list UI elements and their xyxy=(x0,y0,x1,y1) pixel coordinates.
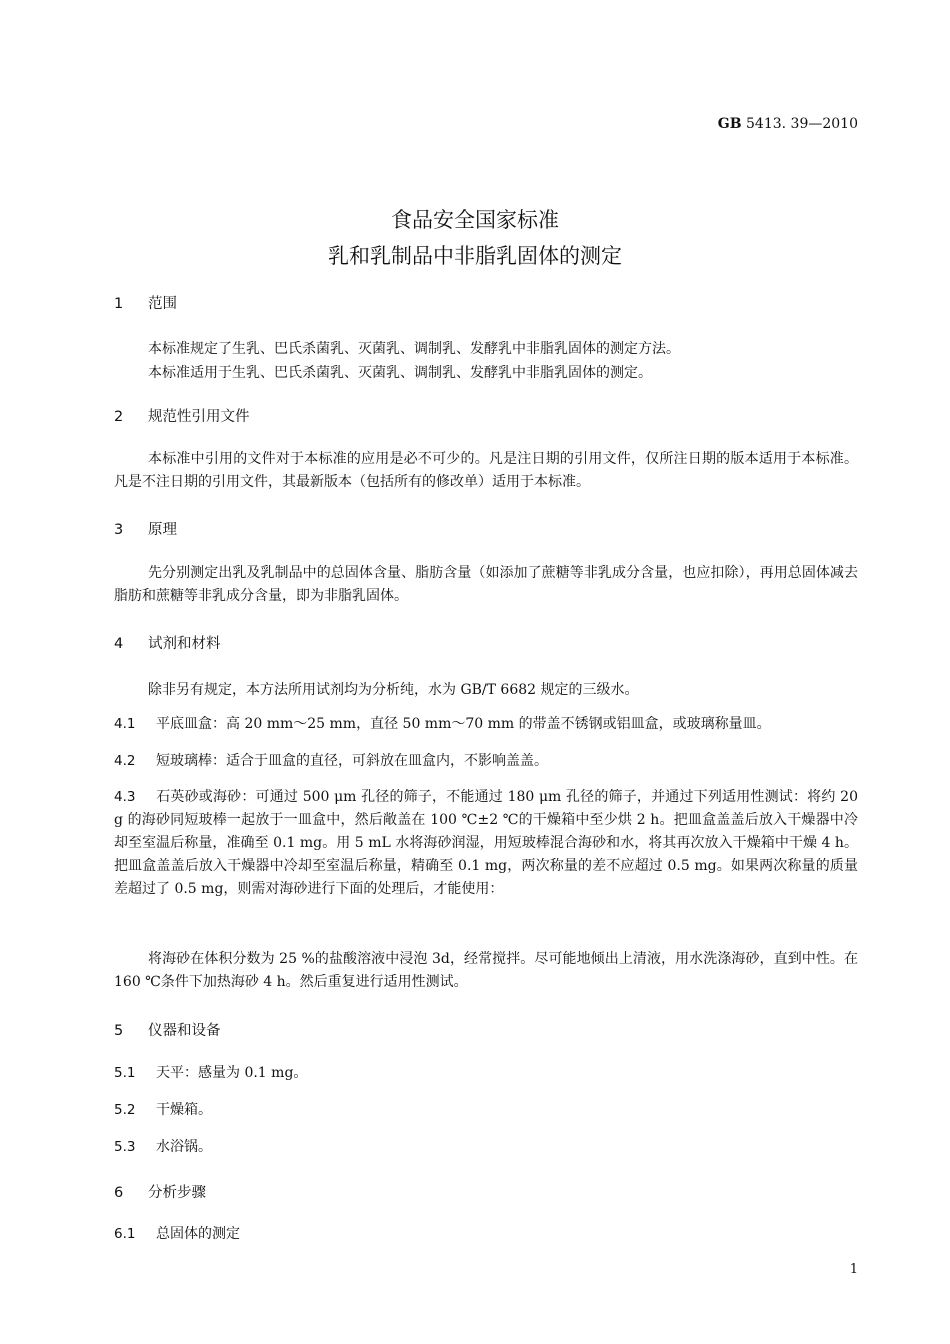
clause-text: 平底皿盒：高 20 mm～25 mm，直径 50 mm～70 mm 的带盖不锈钢或铝皿盒，或玻璃称量皿。 xyxy=(156,716,771,732)
reagents-intro: 除非另有规定，本方法所用试剂均为分析纯，水为 GB/T 6682 规定的三级水。 xyxy=(148,682,639,698)
principle-paragraph: 先分别测定出乳及乳制品中的总固体含量、脂肪含量（如添加了蔗糖等非乳成分含量，也应扣除），再用总固体减去脂肪和蔗糖等非乳成分含量，即为非脂乳固体。 xyxy=(114,565,858,604)
clause-number: 5.2 xyxy=(114,1102,136,1118)
clause-4-3 xyxy=(114,786,858,901)
standard-prefix: GB xyxy=(717,116,742,132)
section-title: 规范性引用文件 xyxy=(148,409,250,425)
clause-4-1 xyxy=(114,713,858,736)
section-title: 范围 xyxy=(148,296,177,312)
clause-number: 5.3 xyxy=(114,1139,136,1155)
section-number: 4 xyxy=(114,636,124,652)
clause-5-1 xyxy=(114,1062,858,1085)
clause-number: 4.1 xyxy=(114,716,136,732)
section-number: 3 xyxy=(114,522,124,538)
clause-number: 4.2 xyxy=(114,753,136,769)
clause-text: 水浴锅。 xyxy=(156,1139,212,1155)
section-heading-scope xyxy=(114,292,177,313)
clause-number: 4.3 xyxy=(114,789,136,805)
standard-number xyxy=(718,116,858,132)
document-title-line1: 食品安全国家标准 xyxy=(391,208,559,232)
scope-paragraph-2: 本标准适用于生乳、巴氏杀菌乳、灭菌乳、调制乳、发酵乳中非脂乳固体的测定。 xyxy=(148,365,652,381)
section-number: 2 xyxy=(114,409,124,425)
section-heading-references xyxy=(114,405,250,426)
section-heading-principle xyxy=(114,518,177,539)
clause-4-2 xyxy=(114,750,858,773)
clause-text: 天平：感量为 0.1 mg。 xyxy=(156,1065,308,1081)
section-heading-apparatus xyxy=(114,1019,221,1040)
clause-number: 5.1 xyxy=(114,1065,136,1081)
document-title-line2: 乳和乳制品中非脂乳固体的测定 xyxy=(328,244,622,268)
section-number: 5 xyxy=(114,1023,124,1039)
section-title: 试剂和材料 xyxy=(148,636,221,652)
section-heading-procedure xyxy=(114,1181,206,1202)
clause-5-2 xyxy=(114,1099,858,1122)
clause-5-3 xyxy=(114,1136,858,1159)
section-title: 分析步骤 xyxy=(148,1185,206,1201)
references-paragraph: 本标准中引用的文件对于本标准的应用是必不可少的。凡是注日期的引用文件，仅所注日期的版本适用于本标准。凡是不注日期的引用文件，其最新版本（包括所有的修改单）适用于本标准。 xyxy=(114,451,858,490)
clause-6-1 xyxy=(114,1223,858,1246)
section-title: 仪器和设备 xyxy=(148,1023,221,1039)
standard-code: 5413. 39—2010 xyxy=(741,116,858,132)
clause-text: 短玻璃棒：适合于皿盒的直径，可斜放在皿盒内，不影响盖盖。 xyxy=(156,753,548,769)
section-title: 原理 xyxy=(148,522,177,538)
clause-text: 石英砂或海砂：可通过 500 μm 孔径的筛子，不能通过 180 μm 孔径的筛子，并通过下列适用性测试：将约 20 g 的海砂同短玻棒一起放于一皿盒中，然后敞盖在 100 ℃±2 ℃的干燥箱中至少烘 2 h。把皿盒盖盖后放入干燥器中冷却至室温后称量，准确至 0.1 mg。用 5 mL 水将海砂润湿，用短玻棒混合海砂和水，将其再次放入干燥箱中干燥 4 h。把皿盒盖盖后放入干燥器中冷却至室温后称量，精确至 0.1 mg，两次称量的差不应超过 0.5 mg。如果两次称量的质量差超过了 0.5 mg，则需对海砂进行下面的处理后，才能使用： xyxy=(114,789,858,897)
clause-text: 总固体的测定 xyxy=(156,1226,240,1242)
page-number: 1 xyxy=(849,1262,858,1277)
section-number: 6 xyxy=(114,1185,124,1201)
clause-text: 干燥箱。 xyxy=(156,1102,212,1118)
sand-washing-paragraph: 将海砂在体积分数为 25 %的盐酸溶液中浸泡 3d，经常搅拌。尽可能地倾出上清液，用水洗涤海砂，直到中性。在 160 ℃条件下加热海砂 4 h。然后重复进行适用性测试。 xyxy=(114,951,858,990)
scope-paragraph-1: 本标准规定了生乳、巴氏杀菌乳、灭菌乳、调制乳、发酵乳中非脂乳固体的测定方法。 xyxy=(148,341,680,357)
clause-number: 6.1 xyxy=(114,1226,136,1242)
section-number: 1 xyxy=(114,296,124,312)
section-heading-reagents xyxy=(114,632,221,653)
